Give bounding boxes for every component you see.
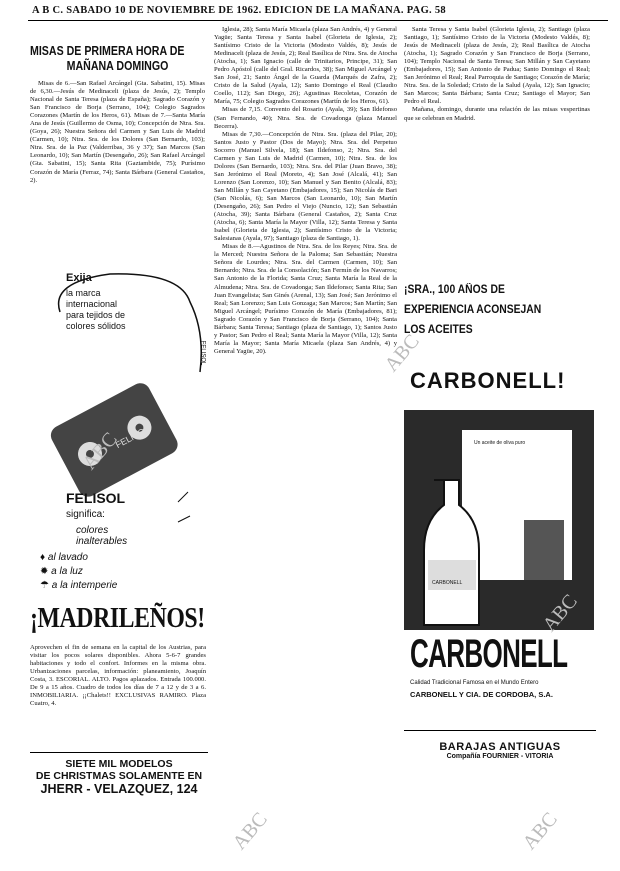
felisol-tagline [66,288,126,332]
right-note: Mañana, domingo, durante una relación de las misas vespertinas que se celebran en Madrid. [404,106,590,122]
abc-watermark: ABC [538,590,582,637]
carbonell-footer-1: Calidad Tradicional Famosa en el Mundo Entero [410,680,539,686]
madrilenos-body: Aprovechen el fin de semana en la capital de los Austrias, para visitar los pocos solares disponibles. Ahora 5-6-7 grandes habitaciones y todo el confort. Informes en la misma obra. Urbanizaciones parcelas, información: planeamiento, Joaquín Costa, 3. ESCORIAL. ALTO. Pagos aplazados. Entrada 100.000. De 9 a 15 años. Cuadro de todos los días de 7 a 12 y de 3 a 6. INMOBILIARIA. ¡¡Chalets!! EXCLUSIVAS RAMIRO. Plaza Cuatro, 4. [30,644,206,707]
felisol-colors [76,525,127,547]
felisol-line5: colores sólidos [66,321,126,331]
felisol-package-text: FELISOL [113,423,152,451]
heading-line-2: MAÑANA DOMINGO [66,59,169,73]
umbrella-icon: ☂ [40,580,49,591]
jherr-line-1: SIETE MIL MODELOS [65,758,173,770]
carbonell-brand: CARBONELL! [410,368,566,393]
madrilenos-title: ¡MADRILEÑOS! [30,602,205,634]
barajas-line-2: Compañía FOURNIER - VITORIA [446,753,554,760]
felisol-line3: internacional [66,299,118,309]
header-title: A B C. SABADO 10 DE NOVIEMBRE DE 1962. EDICION DE LA MAÑANA. PAG. 58 [32,5,446,16]
abc-watermark: ABC [380,330,424,377]
carbonell-headline [404,280,575,340]
madrilenos-ad [30,602,206,758]
middle-para-4: Misas de 8.—Agustinos de Ntra. Sra. de los Reyes; Ntra. Sra. de la Merced; Nuestra Señora de la Paloma; San Sebastián; Nuestra Señora de Lourdes; Ntra. Sra. del Carmen (Carmen, 10); San Bernardo; Ntra. Sra. de la Consolación; San Fermín de los Navarros; San Antonio de la Florida; Santa Cruz; Santa María la Real de la Almudena; Ntra. Sra. de Covadonga; San Ildefonso; Santa Rita; San Juan Evangelista; San Ginés (Arenal, 13); San José; San Jerónimo el Real; San Lorenzo; San Luis Gonzaga; San Marcos; San Martín; San Miguel Arcángel; Purísimo Corazón de María (Embajadores, 81); Sagrado Corazón y San Francisco de Borja (Serrano, 104); Santa Bárbara; Santa Teresa; Santiago (plaza de Santiago, 1); Santos Justo y Pastor; San Pedro el Real; Santa María la Mayor (Villa, 12); Santa María la Mayor; Santa María Micaela (plaza San Andrés, 4) y General Yagüe, 20). [214,243,397,355]
felisol-ad [30,262,206,602]
barajas-ad [404,730,596,771]
carbonell-ad [404,250,594,720]
felisol-brand: FELISOL [66,490,126,506]
felisol-side-text: FELISOL [199,340,206,366]
felisol-b1: al lavado [47,552,88,563]
felisol-b2: a la luz [51,566,83,577]
felisol-col1: colores [76,525,109,536]
carbonell-l2: EXPERIENCIA ACONSEJAN [404,304,542,316]
jherr-ad [30,752,208,819]
felisol-line2: la marca [66,288,101,298]
carbonell-l1: ¡SRA., 100 AÑOS DE [404,284,505,296]
felisol-exija: Exija [66,272,92,284]
mass-schedule-early: Misas de 6.—San Rafael Arcángel (Gta. Sabatini, 15). Misas de 6,30.—Jesús de Medinaceli (plaza de Jesús, 2); Templo Nacional de Santa Teresa (plaza de España); Sagrado Corazón y San Francisco de Borja (Serrano, 104); Colegio Sagrados Corazones (Martín de los Heros, 61). Misas de 7.—Santa María Ana de Jesús (Guillermo de Osma, 10); Concepción de Ntra. Sra. (Goya, 26); Nuestra Señora del Carmen y San Luis de Madrid (Carmen, 10); Ntra. Sra. de los Dolores (San Bernardo, 103); Ntra. Sra. de la Paz (Valderribas, 36 y 37); San Marcos (San Leonardo, 10); San Martín (Desengaño, 26); San Rafael Arcángel (Gta. Sabatini, 15); Santa Rita (Gaztambide, 75); Purísimo Corazón de María (Ferraz, 74); Santa Bárbara (General Castaños, 2). [30,80,205,184]
carbonell-l3: LOS ACEITES [404,324,473,336]
felisol-benefits [40,551,117,593]
drop-icon: ♦ [40,552,46,563]
carbonell-big: CARBONELL [410,632,568,676]
abc-watermark: ABC [518,808,562,855]
middle-column-text [214,26,397,864]
left-heading [30,44,205,74]
carbonell-footer-2: CARBONELL Y CIA. DE CORDOBA, S.A. [410,690,553,699]
carbonell-can-label: Un aceite de oliva puro [474,440,526,446]
left-column-text [30,80,205,262]
heading-line-1: MISAS DE PRIMERA HORA DE [30,44,185,58]
middle-para-2: Misas de 7,15. Convento del Rosario (Ayala, 39); San Ildefonso (San Fernando, 40); Ntra. Sra. de Covadonga (plaza Manuel Becerra). [214,106,397,130]
jherr-line-2: DE CHRISTMAS SOLAMENTE EN [35,770,203,782]
middle-para-3: Misas de 7,30.—Concepción de Ntra. Sra. (plaza del Pilar, 20); Santos Justo y Pastor (Dos de Mayo); Ntra. Sra. del Perpetuo Socorro (Manuel Silvela, 18); San Ildefonso, 2; Ntra. Sra. del Carmen y San Luis de Madrid (Carmen, 10); Ntra. Sra. de los Dolores (San Bernardo, 103); Ntra. Sra. del Pilar (Juan Bravo, 38); San Jerónimo el Real (Moreto, 4); San José (Alcalá, 41); San Lorenzo (San Lorenzo, 10); San Manuel y San Benito (Alcalá, 83); San Millán y San Cayetano (Embajadores, 15); San Nicolás de Bari (San Nicolás, 6); San Marcos (San Leonardo, 10); San Martín (Desengaño, 26); San Pedro el Viejo (Nuncio, 12); San Sebastián (Atocha, 39); Santa Bárbara (General Castaños, 2); Santa Cruz (Atocha, 6); Santa María la Mayor (Villa, 12); Santa Teresa y Santa Isabel (Glorieta de Iglesia, 2); Santísimo Cristo de la Victoria; Salesianas (Ayala, 97); Santiago (plaza de Santiago, 1). [214,130,397,243]
felisol-col2: inalterables [76,536,128,547]
jherr-line-3: JHERR - VELAZQUEZ, 124 [40,782,198,796]
page-header [32,5,592,19]
header-rule [28,20,608,21]
abc-watermark: ABC [228,808,272,855]
right-column-text [404,26,590,241]
right-para-1: Santa Teresa y Santa Isabel (Glorieta Iglesia, 2); Santiago (plaza Santiago, 1); Santísimo Cristo de la Victoria (Modesto Valdés, 8); Jesús de Medinaceli (plaza de Jesús, 2); Real Basílica de Atocha (Atocha, 1); Sagrado Corazón y San Francisco de Borja (Serrano, 104); Templo Nacional de Santa Teresa; San Millán y San Cayetano (Embajadores, 15); San Antonio de Padua; Santo Domingo el Real; San Jerónimo el Real; Real Parroquia de Santiago; Corazón de María; Ntra. Sra. de la Soledad; Cristo de la Salud (Ayala, 12); San Ignacio; San Marcos; Santa Bárbara; Santa Cruz; Santiago el Mayor; San Pedro el Real. [404,26,590,106]
felisol-b3: a la intemperie [51,580,118,591]
felisol-signifies: significa: [66,509,105,520]
felisol-line4: para tejidos de [66,310,126,320]
abc-watermark: ABC [78,428,122,475]
carbonell-bottle-label: CARBONELL [432,580,463,586]
sun-icon: ✹ [40,566,49,577]
middle-para-1: Iglesia, 28); Santa María Micaela (plaza San Andrés, 4) y General Yagüe; Santa Teresa y Santa Isabel (Glorieta de Iglesia, 2); Santísimo Cristo de la Victoria (Modesto Valdés, 8); Jesús de Medinaceli (plaza de Jesús, 2); Real Basílica de Ntra. Sra. de Atocha (Atocha, 1); San Ignacio (calle de Trinitarios, Principe, 31); San Pedro Apóstol (calle del Gral. Ricardos, 38); San Miguel Arcángel y San José, 21; Santo Ángel de la Guarda (Marqués de Zafra, 2); Cristo de la Salud (Ayala, 12); Santo Domingo el Real (Claudio Coello, 112); San Diego, 26); Agustinas Recoletas, Corazón de María, 75; Colegio Sagrados Corazones (Martín de los Heros, 61). [214,26,397,106]
barajas-line-1: BARAJAS ANTIGUAS [439,741,561,753]
